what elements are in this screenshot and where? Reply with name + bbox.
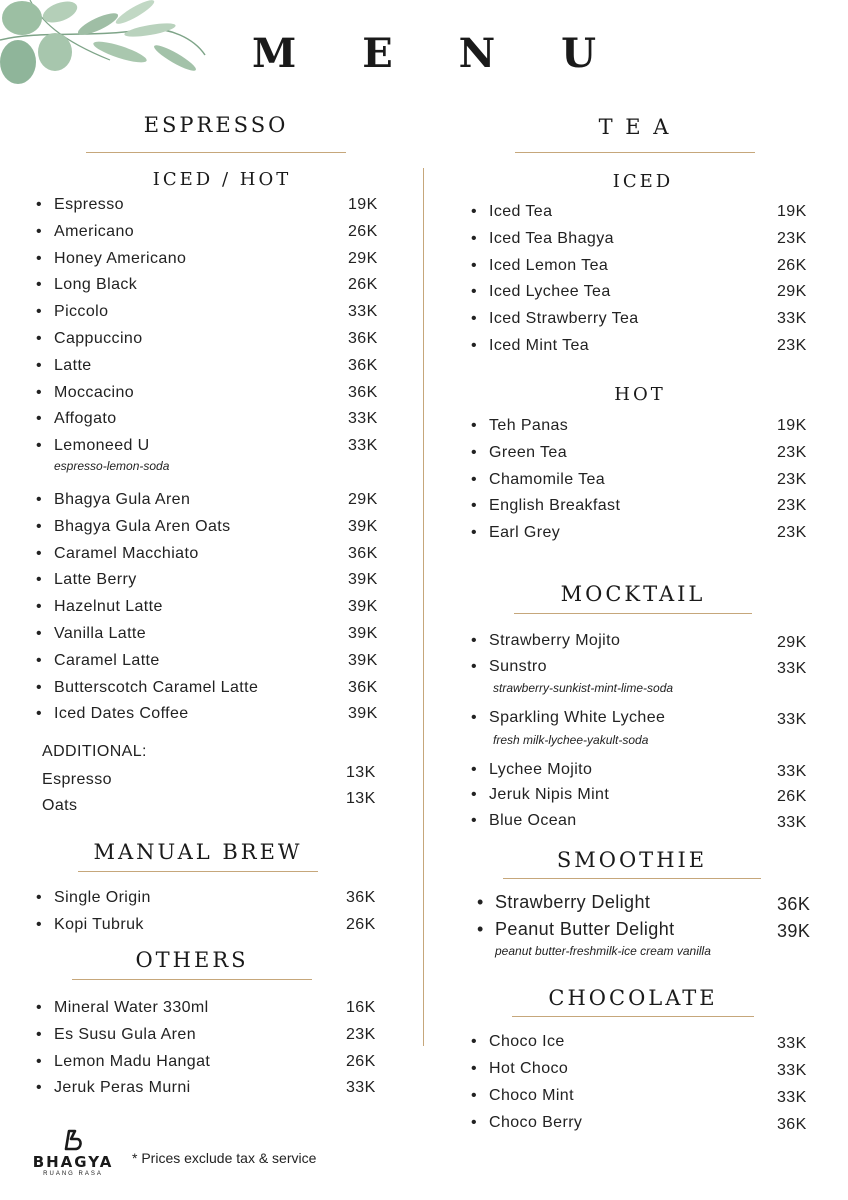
menu-item-name: Lemon Madu Hangat (54, 1052, 211, 1070)
menu-item-name: Iced Mint Tea (489, 337, 590, 354)
menu-item-name: Affogato (54, 410, 117, 428)
menu-item-name: Moccacino (54, 383, 135, 401)
menu-item-name: Jeruk Nipis Mint (489, 786, 610, 803)
menu-item-price: 36K (348, 544, 378, 562)
bullet-icon: • (471, 786, 478, 803)
menu-item-price: 19K (777, 417, 807, 434)
menu-item-price: 26K (348, 276, 378, 294)
menu-item-name: Strawberry Mojito (489, 632, 621, 649)
bullet-icon: • (36, 249, 43, 267)
price-footnote: * Prices exclude tax & service (132, 1150, 317, 1166)
bullet-icon: • (36, 276, 43, 294)
iced-hot-subheading: ICED / HOT (152, 169, 292, 190)
bullet-icon: • (36, 1079, 43, 1097)
menu-item-name: Lychee Mojito (489, 760, 593, 778)
bullet-icon: • (471, 203, 478, 220)
menu-item-price: 29K (777, 283, 807, 301)
bullet-icon: • (471, 417, 478, 434)
menu-item-name: Americano (54, 222, 135, 240)
menu-item-price: 36K (348, 678, 378, 696)
smoothie-rule (503, 878, 761, 879)
menu-item-price: 19K (777, 203, 807, 220)
menu-item-price: 36K (777, 894, 811, 914)
menu-item-price: 33K (348, 410, 378, 428)
bullet-icon: • (36, 1052, 43, 1070)
menu-item-price: 36K (348, 383, 378, 401)
bullet-icon: • (477, 919, 484, 939)
menu-item-name: Long Black (54, 276, 138, 294)
bullet-icon: • (471, 229, 478, 247)
menu-title: M E N U (252, 30, 622, 77)
menu-item-name: Caramel Latte (54, 651, 160, 669)
menu-item-price: 36K (348, 356, 378, 374)
menu-item-price: 39K (348, 705, 378, 723)
menu-item-name: Mineral Water 330ml (54, 999, 209, 1016)
bullet-icon: • (471, 657, 478, 675)
additional-item-price: 13K (346, 764, 376, 781)
menu-item-name: Blue Ocean (489, 811, 577, 829)
menu-item-name: Hazelnut Latte (54, 598, 163, 616)
menu-item-name: Es Susu Gula Aren (54, 1025, 196, 1043)
bhagya-logo (30, 1128, 116, 1180)
bullet-icon: • (36, 196, 43, 213)
menu-item-price: 39K (348, 517, 378, 535)
bullet-icon: • (471, 310, 478, 328)
menu-item-name: Kopi Tubruk (54, 915, 144, 933)
bullet-icon: • (36, 598, 43, 616)
menu-item-price: 23K (777, 470, 807, 488)
bullet-icon: • (471, 1060, 478, 1077)
bullet-icon: • (36, 999, 43, 1016)
menu-item-name: Espresso (54, 196, 124, 213)
menu-item-price: 26K (346, 915, 376, 933)
bullet-icon: • (36, 544, 43, 562)
menu-item-price: 23K (346, 1025, 376, 1043)
menu-item-name: Honey Americano (54, 249, 187, 267)
bullet-icon: • (36, 1025, 43, 1043)
chocolate-rule (512, 1016, 754, 1017)
tea-iced-subheading: ICED (612, 171, 674, 192)
menu-item-price: 39K (348, 571, 378, 589)
menu-item-description: strawberry-sunkist-mint-lime-soda (493, 681, 674, 695)
tea-hot-subheading: HOT (614, 384, 666, 405)
bullet-icon: • (36, 915, 43, 933)
additional-item-name: Oats (42, 797, 78, 814)
bullet-icon: • (36, 678, 43, 696)
menu-item-price: 26K (777, 256, 807, 274)
bullet-icon: • (471, 1114, 478, 1131)
menu-item-name: Chamomile Tea (489, 470, 606, 488)
bullet-icon: • (471, 760, 478, 778)
menu-item-name: Bhagya Gula Aren Oats (54, 517, 231, 535)
smoothie-heading: SMOOTHIE (556, 848, 708, 872)
bullet-icon: • (36, 356, 43, 374)
logo-name: BHAGYA (32, 1153, 114, 1171)
menu-item-price: 36K (777, 1116, 807, 1133)
tea-rule (515, 152, 755, 153)
bullet-icon: • (477, 892, 484, 912)
mocktail-rule (514, 613, 752, 614)
bullet-icon: • (36, 303, 43, 321)
menu-item-name: Butterscotch Caramel Latte (54, 678, 259, 696)
menu-item-price: 26K (777, 788, 807, 805)
menu-item-price: 39K (777, 921, 811, 941)
bullet-icon: • (36, 705, 43, 723)
menu-item-name: Iced Lychee Tea (489, 283, 611, 301)
bullet-icon: • (36, 651, 43, 669)
menu-item-name: Choco Mint (489, 1087, 574, 1104)
menu-item-name: English Breakfast (489, 497, 621, 515)
menu-item-description: fresh milk-lychee-yakult-soda (493, 732, 649, 747)
additional-label: ADDITIONAL: (42, 743, 147, 760)
menu-item-price: 26K (346, 1052, 376, 1070)
bullet-icon: • (36, 491, 43, 508)
others-heading: OTHERS (135, 948, 249, 972)
menu-item-price: 29K (348, 249, 378, 267)
menu-item-price: 33K (777, 1089, 807, 1106)
bullet-icon: • (471, 283, 478, 301)
manual-brew-heading: MANUAL BREW (93, 840, 303, 864)
menu-item-price: 39K (348, 651, 378, 669)
bullet-icon: • (36, 383, 43, 401)
menu-item-name: Green Tea (489, 443, 568, 461)
bullet-icon: • (36, 517, 43, 535)
menu-item-name: Iced Tea Bhagya (489, 229, 614, 247)
espresso-rule (86, 152, 346, 153)
menu-item-price: 33K (777, 1062, 807, 1079)
bullet-icon: • (471, 1087, 478, 1104)
menu-item-name: Teh Panas (489, 417, 569, 434)
menu-item-description: peanut butter-freshmilk-ice cream vanilla (495, 944, 711, 958)
menu-item-price: 16K (346, 999, 376, 1016)
tea-heading: T E A (598, 115, 672, 139)
bullet-icon: • (36, 889, 43, 906)
menu-item-name: Strawberry Delight (495, 892, 651, 912)
menu-item-price: 29K (348, 491, 378, 508)
menu-item-price: 33K (348, 303, 378, 321)
menu-item-price: 33K (777, 1035, 807, 1052)
mocktail-heading: MOCKTAIL (560, 582, 706, 606)
espresso-heading: ESPRESSO (143, 113, 289, 137)
menu-item-name: Lemoneed U (54, 437, 150, 455)
menu-item-price: 19K (348, 196, 378, 213)
column-divider (423, 168, 424, 1046)
bullet-icon: • (471, 632, 478, 649)
menu-item-price: 23K (777, 229, 807, 247)
menu-item-name: Iced Strawberry Tea (489, 310, 639, 328)
menu-item-price: 39K (348, 598, 378, 616)
bullet-icon: • (471, 470, 478, 488)
bhagya-logo-mark-icon (60, 1128, 86, 1154)
menu-item-name: Hot Choco (489, 1060, 569, 1077)
manual-brew-rule (78, 871, 318, 872)
others-rule (72, 979, 312, 980)
bullet-icon: • (36, 330, 43, 347)
menu-item-price: 33K (777, 310, 807, 328)
menu-item-price: 23K (777, 337, 807, 354)
menu-item-name: Cappuccino (54, 330, 143, 347)
additional-item-name: Espresso (42, 771, 112, 788)
menu-item-price: 33K (346, 1079, 376, 1097)
bullet-icon: • (36, 625, 43, 642)
menu-item-price: 23K (777, 497, 807, 515)
bullet-icon: • (471, 811, 478, 829)
bullet-icon: • (471, 337, 478, 354)
menu-item-price: 26K (348, 222, 378, 240)
menu-item-name: Choco Ice (489, 1033, 565, 1050)
menu-item-price: 36K (346, 889, 376, 906)
menu-item-price: 23K (777, 524, 807, 542)
menu-item-price: 36K (348, 330, 378, 347)
menu-item-price: 39K (348, 625, 378, 642)
menu-item-price: 33K (777, 813, 807, 831)
menu-item-price: 33K (777, 659, 807, 677)
menu-item-name: Iced Dates Coffee (54, 705, 189, 723)
logo-tagline: RUANG RASA (43, 1171, 103, 1177)
menu-item-name: Iced Tea (489, 203, 553, 220)
menu-item-name: Piccolo (54, 303, 109, 321)
bullet-icon: • (36, 222, 43, 240)
menu-item-price: 29K (777, 634, 807, 651)
bullet-icon: • (471, 1033, 478, 1050)
menu-item-name: Earl Grey (489, 524, 561, 542)
menu-item-price: 23K (777, 443, 807, 461)
bullet-icon: • (471, 709, 478, 726)
menu-item-name: Caramel Macchiato (54, 544, 199, 562)
additional-item-price: 13K (346, 790, 376, 807)
menu-item-price: 33K (777, 711, 807, 728)
menu-item-name: Single Origin (54, 889, 151, 906)
menu-item-name: Choco Berry (489, 1114, 583, 1131)
menu-item-price: 33K (777, 762, 807, 780)
menu-item-name: Sparkling White Lychee (489, 709, 666, 726)
menu-item-name: Iced Lemon Tea (489, 256, 609, 274)
menu-item-name: Bhagya Gula Aren (54, 491, 191, 508)
menu-item-name: Sunstro (489, 657, 547, 675)
bullet-icon: • (471, 256, 478, 274)
menu-item-description: espresso-lemon-soda (54, 459, 170, 473)
menu-item-name: Latte (54, 356, 92, 374)
bullet-icon: • (36, 410, 43, 428)
menu-item-price: 33K (348, 437, 378, 455)
chocolate-heading: CHOCOLATE (548, 986, 718, 1010)
menu-item-name: Vanilla Latte (54, 625, 147, 642)
bullet-icon: • (36, 571, 43, 589)
bullet-icon: • (471, 524, 478, 542)
menu-item-name: Latte Berry (54, 571, 137, 589)
bullet-icon: • (471, 443, 478, 461)
menu-item-name: Peanut Butter Delight (495, 919, 675, 939)
bullet-icon: • (471, 497, 478, 515)
menu-item-name: Jeruk Peras Murni (54, 1079, 191, 1097)
bullet-icon: • (36, 437, 43, 455)
